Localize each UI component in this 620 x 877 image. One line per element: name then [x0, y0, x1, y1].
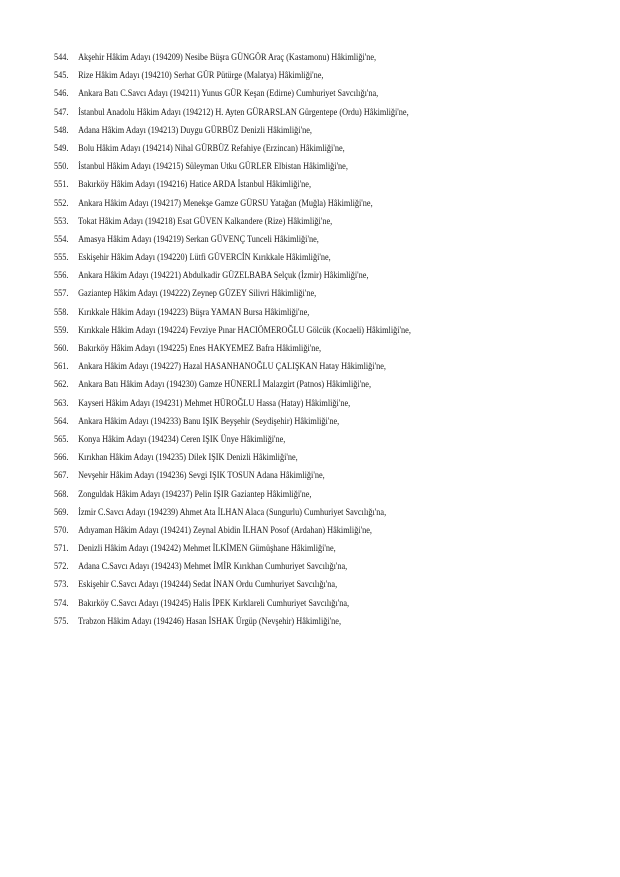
item-number: 552. [54, 197, 69, 209]
list-item [54, 486, 587, 504]
item-text: Rize Hâkim Adayı (194210) Serhat GÜR Pütürge (Malatya) Hâkimliği'ne, [78, 70, 324, 82]
item-text: Bakırköy Hâkim Adayı (194225) Enes HAKYEMEZ Bafra Hâkimliği'ne, [78, 343, 322, 354]
item-text: Eskişehir C.Savcı Adayı (194244) Sedat İNAN Ordu Cumhuriyet Savcılığı'na, [78, 579, 338, 591]
item-number: 560. [54, 343, 69, 354]
item-text: İzmir C.Savcı Adayı (194239) Ahmet Ata İLHAN Alaca (Sungurlu) Cumhuriyet Savcılığı'na, [78, 506, 387, 518]
item-text: Trabzon Hâkim Adayı (194246) Hasan İSHAK Ürgüp (Nevşehir) Hâkimliği'ne, [78, 615, 342, 627]
item-text: Adana C.Savcı Adayı (194243) Mehmet İMİR Kırıkhan Cumhuriyet Savcılığı'na, [78, 561, 348, 573]
list-item [54, 395, 587, 413]
item-number: 565. [54, 433, 69, 445]
item-text: Ankara Batı C.Savcı Adayı (194211) Yunus GÜR Keşan (Edirne) Cumhuriyet Savcılığı'na, [78, 88, 379, 100]
item-number: 554. [54, 233, 69, 245]
item-text: Bakırköy C.Savcı Adayı (194245) Halis İPEK Kırklareli Cumhuriyet Savcılığı'na, [78, 597, 350, 609]
list-item [54, 158, 587, 176]
list-item [54, 85, 587, 103]
item-number: 569. [54, 506, 69, 518]
list-item [54, 231, 587, 249]
item-number: 572. [54, 561, 69, 573]
list-item [54, 340, 587, 358]
item-number: 564. [54, 415, 69, 427]
item-text: Denizli Hâkim Adayı (194242) Mehmet İLKİMEN Gümüşhane Hâkimliği'ne, [78, 543, 336, 555]
list-item [54, 49, 587, 67]
list-item [54, 195, 587, 213]
list-item [54, 140, 587, 158]
item-text: Adana Hâkim Adayı (194213) Duygu GÜRBÜZ Denizli Hâkimliği'ne, [78, 124, 312, 136]
item-text: Gaziantep Hâkim Adayı (194222) Zeynep GÜZEY Silivri Hâkimliği'ne, [78, 288, 317, 300]
item-number: 567. [54, 470, 69, 482]
item-number: 549. [54, 142, 69, 154]
list-item [54, 413, 587, 431]
item-number: 555. [54, 252, 69, 264]
item-text: Kayseri Hâkim Adayı (194231) Mehmet HÜROĞLU Hassa (Hatay) Hâkimliği'ne, [78, 397, 351, 409]
item-text: Zonguldak Hâkim Adayı (194237) Pelin IŞIR Gaziantep Hâkimliği'ne, [78, 488, 312, 500]
item-number: 545. [54, 70, 69, 82]
item-number: 559. [54, 324, 69, 336]
item-text: Akşehir Hâkim Adayı (194209) Nesibe Büşra GÜNGÖR Araç (Kastamonu) Hâkimliği'ne, [78, 52, 377, 63]
list-item [54, 176, 587, 194]
item-text: Tokat Hâkim Adayı (194218) Esat GÜVEN Kalkandere (Rize) Hâkimliği'ne, [78, 215, 333, 227]
list-item [54, 104, 587, 122]
item-number: 546. [54, 88, 69, 100]
item-text: Ankara Hâkim Adayı (194233) Banu IŞIK Beyşehir (Seydişehir) Hâkimliği'ne, [78, 415, 340, 427]
item-text: Bolu Hâkim Adayı (194214) Nihal GÜRBÜZ Refahiye (Erzincan) Hâkimliği'ne, [78, 142, 345, 154]
list-item [54, 613, 587, 631]
item-text: Konya Hâkim Adayı (194234) Ceren IŞIK Ünye Hâkimliği'ne, [78, 433, 286, 445]
item-number: 574. [54, 597, 69, 609]
item-number: 548. [54, 124, 69, 136]
item-number: 570. [54, 524, 69, 536]
item-number: 556. [54, 270, 69, 282]
item-text: İstanbul Anadolu Hâkim Adayı (194212) H. Ayten GÜRARSLAN Gürgentepe (Ordu) Hâkimliği'ne, [78, 106, 409, 118]
list-item [54, 285, 587, 303]
list-item [54, 522, 587, 540]
item-number: 575. [54, 615, 69, 627]
list-item [54, 504, 587, 522]
item-number: 566. [54, 452, 69, 464]
item-text: Amasya Hâkim Adayı (194219) Serkan GÜVENÇ Tunceli Hâkimliği'ne, [78, 233, 319, 245]
item-text: Eskişehir Hâkim Adayı (194220) Lütfi GÜVERCİN Kırıkkale Hâkimliği'ne, [78, 252, 331, 264]
list-item [54, 213, 587, 231]
item-number: 561. [54, 361, 69, 373]
list-item [54, 558, 587, 576]
list-item [54, 576, 587, 594]
list-item [54, 540, 587, 558]
list-item [54, 322, 587, 340]
item-text: Ankara Hâkim Adayı (194227) Hazal HASANHANOĞLU ÇALIŞKAN Hatay Hâkimliği'ne, [78, 361, 386, 373]
item-text: Kırıkhan Hâkim Adayı (194235) Dilek IŞIK Denizli Hâkimliği'ne, [78, 452, 298, 464]
item-number: 568. [54, 488, 69, 500]
list-item [54, 431, 587, 449]
item-text: Kırıkkale Hâkim Adayı (194224) Fevziye Pınar HACIÖMEROĞLU Gölcük (Kocaeli) Hâkimliği'ne, [78, 324, 411, 336]
item-number: 557. [54, 288, 69, 300]
item-number: 551. [54, 179, 69, 191]
item-text: Kırıkkale Hâkim Adayı (194223) Büşra YAMAN Bursa Hâkimliği'ne, [78, 306, 310, 318]
item-number: 558. [54, 306, 69, 318]
item-number: 547. [54, 106, 69, 118]
item-number: 573. [54, 579, 69, 591]
list-item [54, 467, 587, 485]
item-text: Ankara Hâkim Adayı (194221) Abdulkadir GÜZELBABA Selçuk (İzmir) Hâkimliği'ne, [78, 270, 369, 282]
item-number: 562. [54, 379, 69, 391]
item-number: 571. [54, 543, 69, 555]
item-number: 544. [54, 52, 69, 63]
item-text: Bakırköy Hâkim Adayı (194216) Hatice ARDA İstanbul Hâkimliği'ne, [78, 179, 312, 191]
item-text: Ankara Batı Hâkim Adayı (194230) Gamze HÜNERLİ Malazgirt (Patnos) Hâkimliği'ne, [78, 379, 372, 391]
item-number: 553. [54, 215, 69, 227]
list-item [54, 267, 587, 285]
list-item [54, 304, 587, 322]
item-text: İstanbul Hâkim Adayı (194215) Süleyman Utku GÜRLER Elbistan Hâkimliği'ne, [78, 161, 348, 173]
item-text: Nevşehir Hâkim Adayı (194236) Sevgi IŞIK TOSUN Adana Hâkimliği'ne, [78, 470, 325, 482]
appointment-list [54, 49, 594, 631]
list-item [54, 249, 587, 267]
list-item [54, 376, 587, 394]
list-item [54, 358, 587, 376]
list-item [54, 595, 587, 613]
item-text: Ankara Hâkim Adayı (194217) Menekşe Gamze GÜRSU Yatağan (Muğla) Hâkimliği'ne, [78, 197, 373, 209]
item-number: 550. [54, 161, 69, 173]
item-number: 563. [54, 397, 69, 409]
list-item [54, 122, 587, 140]
list-item [54, 449, 587, 467]
list-item [54, 67, 587, 85]
item-text: Adıyaman Hâkim Adayı (194241) Zeynal Abidin İLHAN Posof (Ardahan) Hâkimliği'ne, [78, 524, 372, 536]
